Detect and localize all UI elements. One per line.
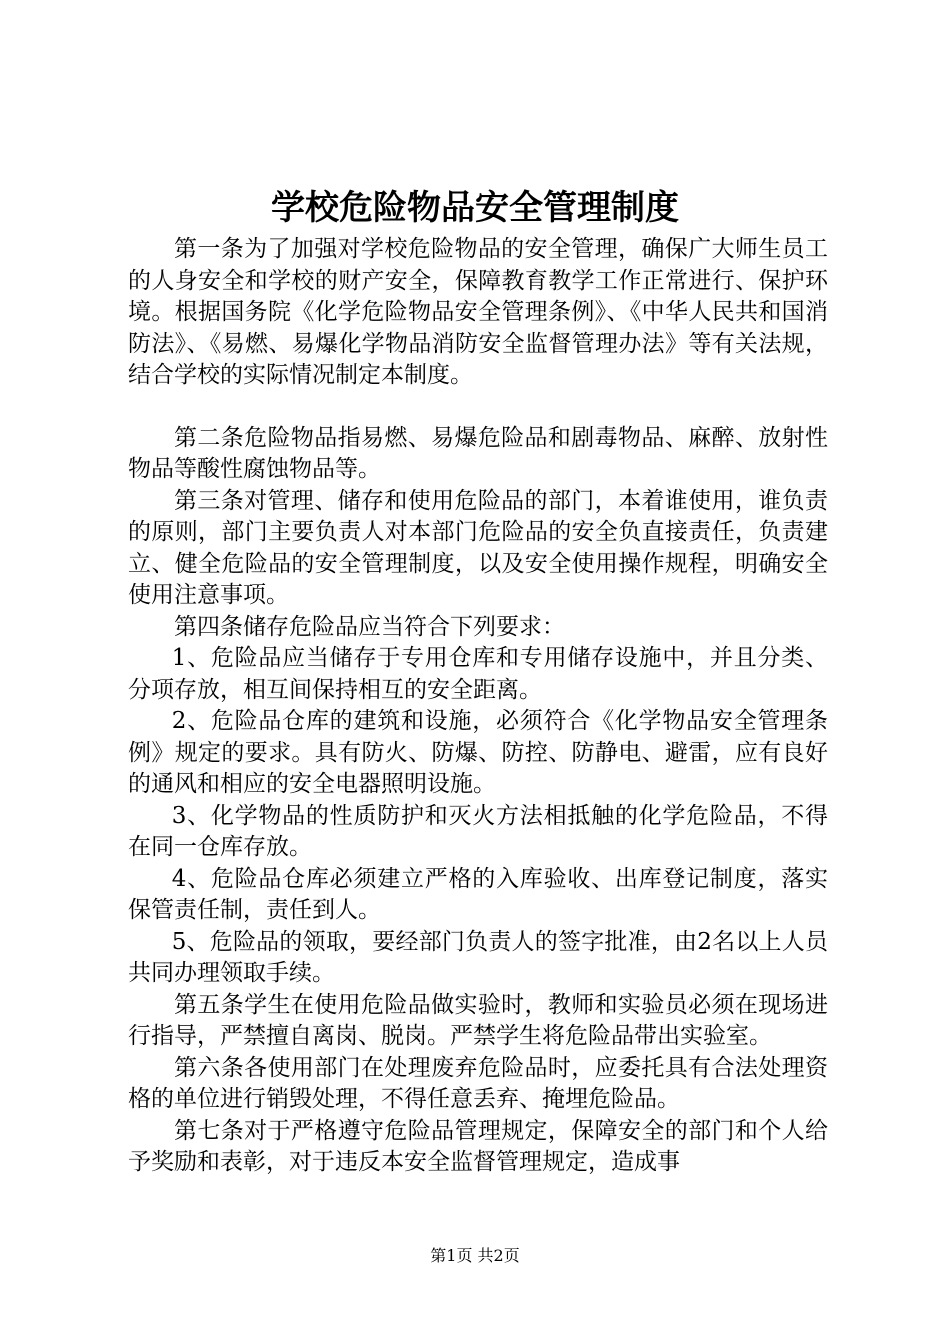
article-4-paragraph: 第四条储存危险品应当符合下列要求： (174, 613, 565, 640)
article-6-paragraph: 第六条各使用部门在处理废弃危险品时，应委托具有合法处理资格的单位进行销毁处理，不得任意丢弃、掩埋危险品。 (128, 1054, 828, 1112)
article-2-paragraph: 第二条危险物品指易燃、易爆危险品和剧毒物品、麻醉、放射性物品等酸性腐蚀物品等。 (128, 424, 828, 482)
document-body (128, 234, 828, 1179)
article-4-item-4: 4、危险品仓库必须建立严格的入库验收、出库登记制度，落实保管责任制，责任到人。 (128, 865, 828, 923)
article-4-item-3: 3、化学物品的性质防护和灭火方法相抵触的化学危险品，不得在同一仓库存放。 (128, 802, 828, 860)
article-4-item-2: 2、危险品仓库的建筑和设施，必须符合《化学物品安全管理条例》规定的要求。具有防火、防爆、防控、防静电、避雷，应有良好的通风和相应的安全电器照明设施。 (128, 708, 828, 797)
article-3-paragraph: 第三条对管理、储存和使用危险品的部门，本着谁使用，谁负责的原则，部门主要负责人对本部门危险品的安全负直接责任，负责建立、健全危险品的安全管理制度，以及安全使用操作规程，明确安全使用注意事项。 (128, 487, 828, 608)
page-title: 学校危险物品安全管理制度 (271, 188, 679, 228)
page-footer: 第1页 共2页 (430, 1246, 520, 1265)
article-4-item-5: 5、危险品的领取，要经部门负责人的签字批准，由2名以上人员共同办理领取手续。 (128, 928, 828, 986)
article-5-paragraph: 第五条学生在使用危险品做实验时，教师和实验员必须在现场进行指导，严禁擅自离岗、脱岗。严禁学生将危险品带出实验室。 (128, 991, 828, 1049)
article-7-paragraph: 第七条对于严格遵守危险品管理规定，保障安全的部门和个人给予奖励和表彰，对于违反本安全监督管理规定，造成事 (128, 1117, 828, 1175)
article-1-paragraph: 第一条为了加强对学校危险物品的安全管理，确保广大师生员工的人身安全和学校的财产安全，保障教育教学工作正常进行、保护环境。根据国务院《化学危险物品安全管理条例》、《中华人民共和国消防法》、《易燃、易爆化学物品消防安全监督管理办法》等有关法规，结合学校的实际情况制定本制度。 (128, 236, 828, 388)
article-4-item-1: 1、危险品应当储存于专用仓库和专用储存设施中，并且分类、分项存放，相互间保持相互的安全距离。 (128, 645, 828, 703)
